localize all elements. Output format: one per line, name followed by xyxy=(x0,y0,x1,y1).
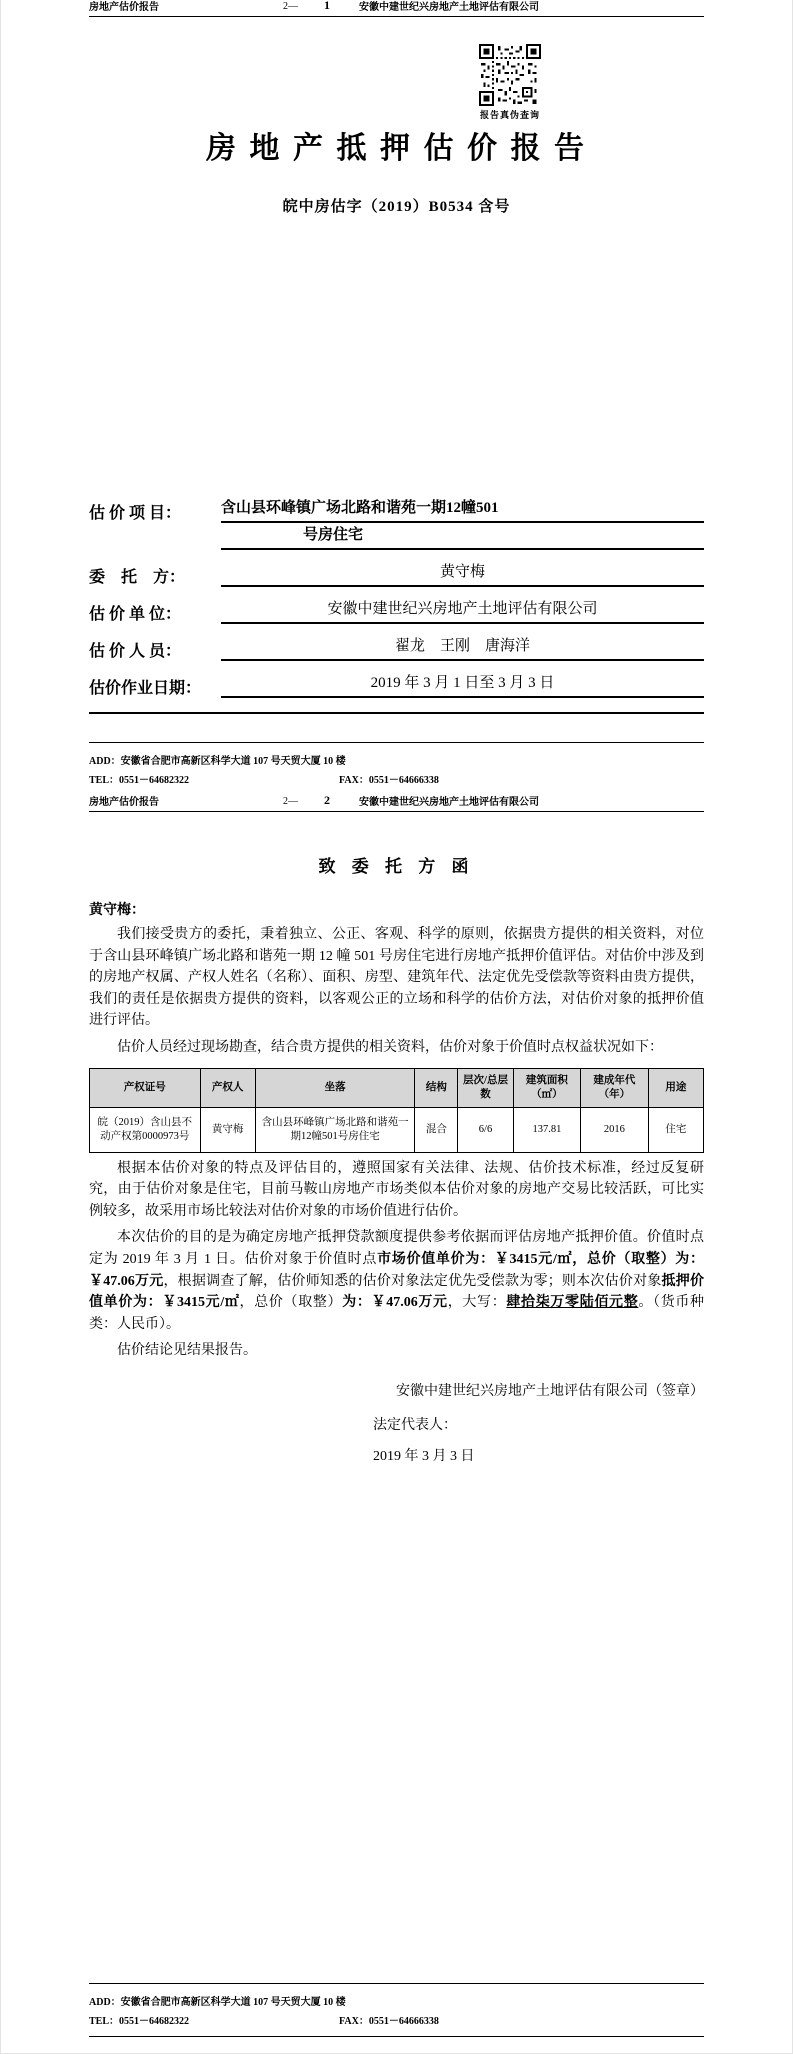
paragraph-intro: 我们接受贵方的委托，秉着独立、公正、客观、科学的原则，依据贵方提供的相关资料，对位于含山县环峰镇广场北路和谐苑一期 12 幢 501 号房住宅进行房地产抵押价值评估。对估价中涉及到的房地产权属、产权人姓名（名称）、面积、房型、建筑年代、法定优先受偿款等资料由贵方提供，我们的责任是依据贵方提供的资料，以客观公正的立场和科学的估价方法，对估价对象的抵押价值进行评估。 xyxy=(89,927,704,1029)
footer-add-value: 安徽省合肥市高新区科学大道 107 号天贸大厦 10 楼 xyxy=(120,1997,346,2008)
col-owner: 产权人 xyxy=(200,1068,255,1107)
cell-use: 住宅 xyxy=(648,1107,703,1152)
signature-date: 2019 年 3 月 3 日 xyxy=(373,1448,475,1464)
field-date-value: 2019 年 3 月 1 日至 3 月 3 日 xyxy=(221,673,704,698)
footer-tel-value: 0551－64682322 xyxy=(119,2016,190,2027)
page-number-current: 1 xyxy=(324,0,330,12)
footer-fax xyxy=(339,2012,439,2027)
paragraph-method: 根据本估价对象的特点及评估目的，遵照国家有关法律、法规、估价技术标准，经过反复研究，由于估价对象是住宅，目前马鞍山房地产市场类似本估价对象的房地产交易比较活跃，可比实例较多，故采用市场比较法对估价对象的市场价值进行估价。 xyxy=(89,1160,704,1219)
footer-tel-fax xyxy=(89,2012,704,2027)
field-project xyxy=(89,498,704,523)
footer-content xyxy=(89,1983,704,2027)
footer-address xyxy=(89,752,704,767)
qr-code-icon xyxy=(479,44,541,106)
mortgage-unit-price: 抵押价值单价为：￥3415元/㎡ xyxy=(89,1273,705,1311)
page-1 xyxy=(1,0,792,812)
running-header-company: 安徽中建世纪兴房地产土地评估有限公司 xyxy=(359,2,539,13)
field-client xyxy=(89,562,704,587)
signature-company: 安徽中建世纪兴房地产土地评估有限公司（签章） xyxy=(396,1383,704,1399)
field-client-value: 黄守梅 xyxy=(221,562,704,587)
footer-add-label: ADD： xyxy=(89,1997,121,2008)
table-row xyxy=(90,1107,704,1152)
page-number xyxy=(283,0,330,13)
letter-title: 致 委 托 方 函 xyxy=(318,857,475,876)
footer-tel-fax xyxy=(89,771,704,786)
col-location: 坐落 xyxy=(255,1068,415,1107)
cell-area: 137.81 xyxy=(513,1107,581,1152)
running-header-title: 房地产估价报告 xyxy=(89,2,159,13)
valuation-text: ，总价（取整） xyxy=(239,1295,343,1311)
page-number-current: 2 xyxy=(324,793,330,807)
running-header-company: 安徽中建世纪兴房地产土地评估有限公司 xyxy=(359,797,539,808)
footer-tel xyxy=(89,2012,189,2027)
cell-floor: 6/6 xyxy=(458,1107,513,1152)
field-date xyxy=(89,673,704,698)
property-table xyxy=(89,1068,704,1153)
field-staff-label: 估 价 人 员： xyxy=(89,643,182,660)
page1-running-header xyxy=(89,0,704,17)
field-agency-value: 安徽中建世纪兴房地产土地评估有限公司 xyxy=(221,599,704,624)
footer-tel-label: TEL： xyxy=(89,2016,120,2027)
footer-address xyxy=(89,1993,704,2008)
cell-cert-no: 皖（2019）含山县不动产权第0000973号 xyxy=(90,1107,201,1152)
footer-tel-label: TEL： xyxy=(89,775,120,786)
footer-fax-value: 0551－64666338 xyxy=(368,2016,439,2027)
table-header-row xyxy=(90,1068,704,1107)
field-project-label: 估 价 项 目： xyxy=(89,505,182,522)
cover-fields xyxy=(89,498,704,714)
col-year: 建成年代（年） xyxy=(581,1068,649,1107)
market-value: 市场价值单价为：￥3415元/㎡，总价（取整）为：￥47.06万元 xyxy=(89,1251,705,1289)
col-area: 建筑面积（㎡） xyxy=(513,1068,581,1107)
qr-caption: 报告真伪查询 xyxy=(479,110,540,120)
report-title: 房 地 产 抵 押 估 价 报 告 xyxy=(206,132,587,165)
blank-underline xyxy=(89,712,704,714)
field-project-value-line2: 号房住宅 xyxy=(221,525,704,550)
salutation: 黄守梅： xyxy=(89,903,145,918)
cell-owner: 黄守梅 xyxy=(200,1107,255,1152)
footer-fax xyxy=(339,771,439,786)
valuation-text: ，根据调查了解，估价师知悉的估价对象法定优先受偿款为零；则本次估价对象 xyxy=(163,1273,662,1289)
footer-tel xyxy=(89,771,189,786)
signature-legal-rep: 法定代表人： xyxy=(373,1417,457,1433)
cell-structure: 混合 xyxy=(415,1107,458,1152)
footer-fax-label: FAX： xyxy=(339,2016,369,2027)
signature-block xyxy=(89,1410,704,1472)
footer-add-value: 安徽省合肥市高新区科学大道 107 号天贸大厦 10 楼 xyxy=(120,756,346,767)
page-2 xyxy=(1,852,792,1472)
field-agency-label: 估 价 单 位： xyxy=(89,606,182,623)
amount-in-words: 肆拾柒万零陆佰元整 xyxy=(506,1295,639,1311)
cell-year: 2016 xyxy=(581,1107,649,1152)
cell-location: 含山县环峰镇广场北路和谐苑一期12幢501号房住宅 xyxy=(255,1107,415,1152)
col-floor: 层次/总层数 xyxy=(458,1068,513,1107)
paragraph-survey: 估价人员经过现场勘查，结合贵方提供的相关资料，估价对象于价值时点权益状况如下： xyxy=(117,1039,663,1055)
footer-tel-value: 0551－64682322 xyxy=(119,775,190,786)
valuation-text: 本次估价的目的是为确定房地产抵押贷款额度提供参考依据而评估房地产抵押价值。价值时点定为 2019 年 3 月 1 日。估价对象于价值时点 xyxy=(89,1230,704,1267)
page-number-prefix: 2— xyxy=(283,796,298,807)
report-number: 皖中房估字（2019）B0534 含号 xyxy=(282,199,511,215)
field-project-cont xyxy=(89,525,704,550)
field-staff xyxy=(89,636,704,661)
page-number xyxy=(283,793,330,808)
paragraph-valuation xyxy=(89,1227,704,1335)
field-project-value: 含山县环峰镇广场北路和谐苑一期12幢501 xyxy=(221,498,704,523)
field-date-label: 估价作业日期： xyxy=(89,680,202,697)
field-staff-value: 翟龙 王刚 唐海洋 xyxy=(221,636,704,661)
field-client-label: 委 托 方： xyxy=(89,569,186,586)
footer-fax-label: FAX： xyxy=(339,775,369,786)
page2-running-header xyxy=(89,795,704,812)
paragraph-conclusion: 估价结论见结果报告。 xyxy=(117,1343,257,1359)
field-agency xyxy=(89,599,704,624)
col-use: 用途 xyxy=(648,1068,703,1107)
running-header-title: 房地产估价报告 xyxy=(89,797,159,808)
valuation-text: 。（货币种类：人民币）。 xyxy=(89,1295,705,1332)
page2-running-footer xyxy=(89,1983,704,2037)
col-cert-no: 产权证号 xyxy=(90,1068,201,1107)
page1-running-footer xyxy=(89,742,704,786)
col-structure: 结构 xyxy=(415,1068,458,1107)
valuation-text: ，大写： xyxy=(447,1295,507,1311)
footer-add-label: ADD： xyxy=(89,756,121,767)
mortgage-total: 为：￥47.06万元 xyxy=(342,1295,448,1311)
footer-fax-value: 0551－64666338 xyxy=(368,775,439,786)
qr-verification xyxy=(479,44,541,121)
page-number-prefix: 2— xyxy=(283,1,298,12)
